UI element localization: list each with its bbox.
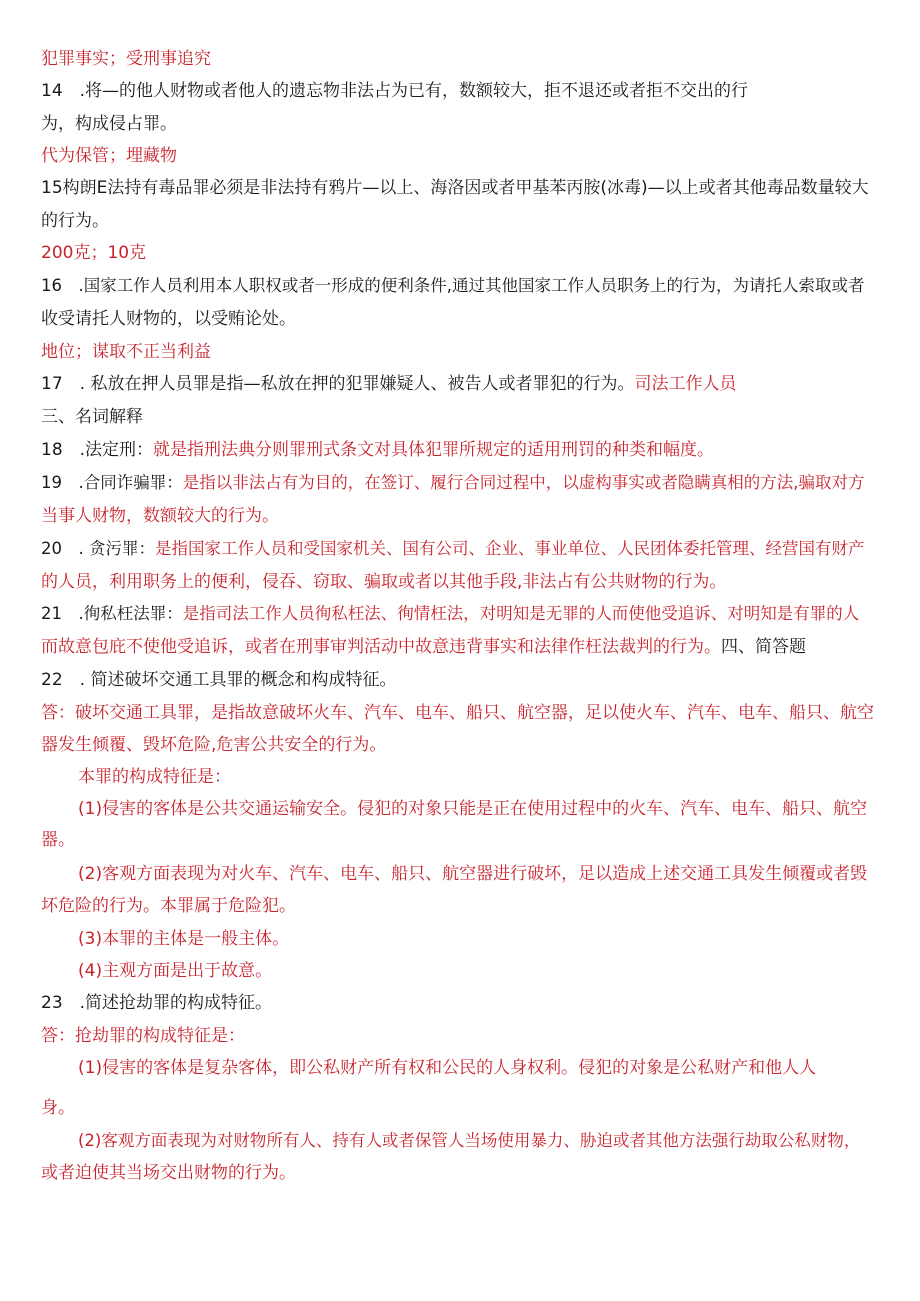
term-definition: 的人员，利用职务上的便利，侵吞、窃取、骗取或者以其他手段,非法占有公共财物的行为。 [41,572,727,592]
answer-line: (1)侵害的客体是复杂客体，即公私财产所有权和公民的人身权利。侵犯的对象是公私财产和他人人 [78,1058,817,1078]
term-definition: 是指司法工作人员徇私枉法、徇情枉法，对明知是无罪的人而使他受追诉、对明知是有罪的人 [182,604,860,623]
question-line: 为，构成侵占罪。 [41,114,177,134]
answer-line: 答：破坏交通工具罪，是指故意破坏火车、汽车、电车、船只、航空器，足以使火车、汽车、电车、船只、航空 [41,703,874,723]
question-text: 17 . 私放在押人员罪是指—私放在押的犯罪嫌疑人、被告人或者罪犯的行为。 [41,374,635,394]
answer-line: (2)客观方面表现为对财物所有人、持有人或者保管人当场使用暴力、胁迫或者其他方法强行劫取公私财物， [78,1131,861,1150]
answer-line: 答：抢劫罪的构成特征是： [41,1026,245,1046]
answer-line: 200克；10克 [41,243,147,263]
term-label: 21 .徇私枉法罪： [41,604,183,623]
term-definition: 就是指刑法典分则罪刑式条文对具体犯罪所规定的适用刑罚的种类和幅度。 [153,440,715,460]
question-line: 收受请托人财物的，以受贿论处。 [41,309,296,329]
answer-line: 器发生倾覆、毁坏危险,危害公共安全的行为。 [41,735,387,755]
answer-line: 地位；谋取不正当利益 [41,342,211,362]
term-line [41,603,859,625]
term-label: 19 .合同诈骗罪： [41,473,183,492]
question-line: 16 .国家工作人员利用本人职权或者一形成的便利条件,通过其他国家工作人员职务上的行为，为请托人索取或者 [41,276,865,295]
answer-line: 器。 [41,830,75,850]
question-line [41,373,736,395]
answer-line: 代为保管；埋藏物 [41,146,177,166]
term-definition: 是指国家工作人员和受国家机关、国有公司、企业、事业单位、人民团体委托管理、经营国有财产 [155,539,865,558]
answer-line: 身。 [41,1098,75,1118]
answer-line: (3)本罪的主体是一般主体。 [78,929,290,949]
term-definition: 当事人财物，数额较大的行为。 [41,506,279,526]
question-line: 14 .将—的他人财物或者他人的遗忘物非法占为已有，数额较大，拒不退还或者拒不交出的行 [41,81,749,101]
term-line [41,439,714,461]
question-line: 22 . 简述破坏交通工具罪的概念和构成特征。 [41,670,397,690]
term-line [41,538,865,560]
term-definition: 而故意包庇不使他受追诉，或者在刑事审判活动中故意违背事实和法律作枉法裁判的行为。 [41,637,721,657]
term-label: 20 . 贪污罪： [41,539,155,558]
answer-line: (2)客观方面表现为对火车、汽车、电车、船只、航空器进行破坏，足以造成上述交通工具发生倾覆或者毁 [78,864,868,884]
answer-line: 坏危险的行为。本罪属于危险犯。 [41,896,296,916]
term-line [41,636,806,658]
question-line: 15构朗E法持有毒品罪必须是非法持有鸦片—以上、海洛因或者甲基苯丙胺(冰毒)—以上或者其他毒品数量较大 [41,178,869,198]
answer-text: 司法工作人员 [634,374,737,394]
answer-line: 或者迫使其当场交出财物的行为。 [41,1163,296,1183]
section-heading: 三、名词解释 [41,407,143,427]
term-line [41,472,865,494]
answer-line: (4)主观方面是出于故意。 [78,961,273,981]
answer-line: (1)侵害的客体是公共交通运输安全。侵犯的对象只能是正在使用过程中的火车、汽车、电车、船只、航空 [78,799,868,819]
term-label: 18 .法定刑： [41,440,154,460]
question-line: 的行为。 [41,211,109,231]
term-definition: 是指以非法占有为目的，在签订、履行合同过程中，以虚构事实或者隐瞒真相的方法,骗取对方 [182,473,865,492]
section-heading: 四、简答题 [721,637,806,657]
answer-line: 本罪的构成特征是： [78,767,231,787]
question-line: 23 .简述抢劫罪的构成特征。 [41,993,273,1013]
answer-line: 犯罪事实；受刑事追究 [41,49,211,69]
